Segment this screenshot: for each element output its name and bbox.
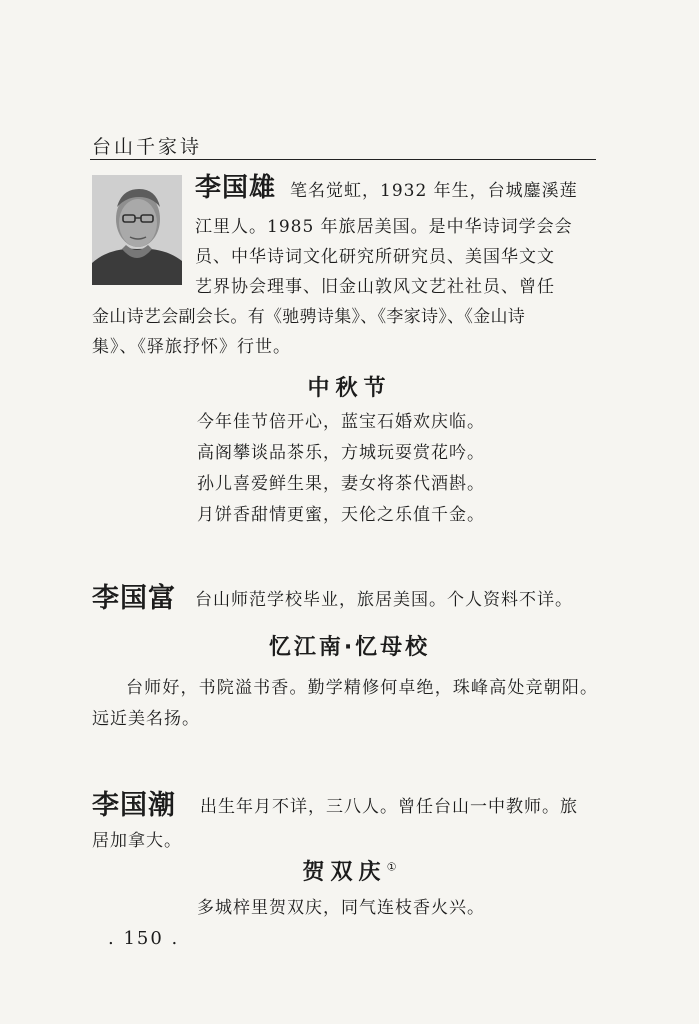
entry1-bio-line: 艺界协会理事、旧金山敦风文艺社社员、曾任 bbox=[195, 277, 555, 297]
poem-title-he-shuangqing bbox=[0, 855, 699, 886]
entry1-bio-line: 集》、《驿旅抒怀》行世。 bbox=[92, 337, 291, 357]
poem-title-yi-jiangnan: 忆江南·忆母校 bbox=[268, 635, 431, 660]
footnote-marker: ① bbox=[386, 860, 397, 874]
author-name-li-guofu: 李国富 bbox=[92, 583, 176, 614]
page-number: . 150 . bbox=[108, 928, 180, 949]
poem-title-text: 贺双庆 bbox=[302, 860, 387, 885]
entry1-bio-first-line bbox=[195, 173, 600, 206]
header-rule bbox=[90, 159, 596, 160]
entry3-bio-text: 出生年月不详，三八人。曾任台山一中教师。旅 bbox=[200, 797, 578, 817]
author-name-li-guochao: 李国潮 bbox=[92, 790, 176, 821]
verse-line: 孙儿喜爱鲜生果，妻女将茶代酒斟。 bbox=[197, 474, 485, 494]
poem-prose-text: 台师好，书院溢书香。勤学精修何卓绝，珠峰高处竞朝阳。远近美名扬。 bbox=[92, 678, 598, 729]
entry1-bio-line: 员、中华诗词文化研究所研究员、美国华文文 bbox=[195, 247, 555, 267]
entry2-bio-text: 台山师范学校毕业，旅居美国。个人资料不详。 bbox=[195, 590, 573, 610]
poem-title-mid-autumn: 中秋节 bbox=[307, 376, 392, 401]
poem-verse-block bbox=[197, 407, 485, 531]
author-portrait-photo bbox=[92, 175, 182, 285]
entry3-bio-text: 居加拿大。 bbox=[92, 831, 182, 851]
entry1-bio-line: 江里人。1985 年旅居美国。是中华诗词学会会 bbox=[195, 217, 573, 237]
verse-line: 月饼香甜情更蜜，天伦之乐值千金。 bbox=[197, 505, 485, 525]
running-header: 台山千家诗 bbox=[92, 136, 203, 158]
verse-line: 今年佳节倍开心，蓝宝石婚欢庆临。 bbox=[197, 412, 485, 432]
verse-line: 高阁攀谈品茶乐，方城玩耍赏花吟。 bbox=[197, 443, 485, 463]
author-name-li-guoxiong: 李国雄 bbox=[195, 173, 277, 203]
poem-verse-block bbox=[197, 893, 485, 924]
portrait-photo-icon bbox=[92, 175, 182, 285]
entry1-bio-line: 金山诗艺会副会长。有《驰骋诗集》、《李家诗》、《金山诗 bbox=[92, 307, 526, 327]
entry1-bio-text: 笔名觉虹，1932 年生，台城鏖溪莲 bbox=[290, 181, 578, 201]
verse-line: 多城梓里贺双庆，同气连枝香火兴。 bbox=[197, 898, 485, 918]
